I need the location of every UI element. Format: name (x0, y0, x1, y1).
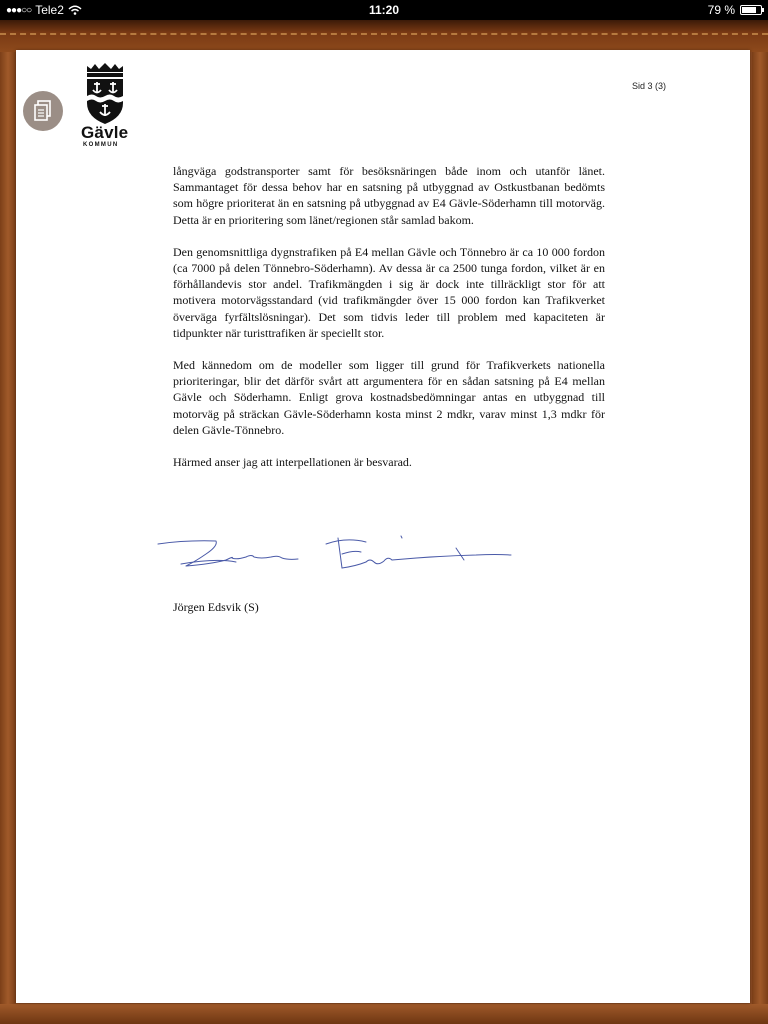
battery-percentage: 79 % (707, 3, 735, 17)
paragraph: Med kännedom om de modeller som ligger till grund för Trafikverkets nationella prioriteringar, blir det därför svårt att argumentera för en sådan satsning på E4 mellan Gävle och Söderhamn. Enligt grova kostnadsbedömningar antas en utbyggnad till motorväg på sträckan Gävle-Söderhamn kosta minst 2 mdkr, varav minst 1,3 mdkr för delen Gävle-Tönnebro. (173, 358, 605, 437)
paragraph: långväga godstransporter samt för besöksnäringen både inom och utanför länet. Sammantaget för dessa behov har en satsning på utbyggnad av Ostkustbanan bedömts som högre prioriterat än en satsning på utbyggnad av E4 Gävle-Söderhamn till motorväg. Detta är en prioritering som länet/regionen står samlad bakom. (173, 164, 605, 227)
page-overview-button[interactable] (23, 91, 63, 131)
battery-icon (740, 5, 762, 15)
gavle-coat-of-arms-icon (84, 63, 126, 125)
frame-stitching (0, 33, 768, 35)
closing-sentence: Härmed anser jag att interpellationen är besvarad. (173, 455, 412, 470)
municipality-subtitle: KOMMUN (83, 142, 119, 148)
handwritten-signature (156, 528, 516, 578)
frame-left (0, 52, 16, 1024)
frame-top (0, 20, 768, 52)
status-right (708, 3, 762, 17)
municipality-name: Gävle (81, 123, 129, 142)
frame-bottom (0, 1004, 768, 1024)
paragraph: Den genomsnittliga dygnstrafiken på E4 mellan Gävle och Tönnebro är ca 10 000 fordon (ca 7000 på delen Tönnebro-Söderhamn). Av dessa är ca 2500 tunga fordon, vilket är en förhållandevis stor andel. Trafikmängden i sig är dock inte tillräckligt stor för att motivera motorvägsstandard (vid trafikmängder över 15 000 fordon kan Trafikverket överväga fyrfältslösningar). Det som tidvis leder till problem med kapaciteten är tidpunkter när turisttrafiken är speciellt stor. (173, 244, 605, 340)
letter-body (173, 163, 605, 470)
carrier-name: Tele2 (35, 3, 64, 17)
page-indicator: Sid 3 (3) (632, 81, 667, 91)
signal-strength-icon: ●●●○○ (6, 4, 32, 16)
frame-right (752, 52, 768, 1024)
status-bar (0, 0, 768, 20)
signer-name: Jörgen Edsvik (S) (173, 600, 259, 614)
document-page[interactable] (16, 50, 750, 1003)
clock: 11:20 (368, 3, 400, 17)
battery-level-fill (742, 7, 756, 13)
pages-icon (33, 100, 53, 122)
